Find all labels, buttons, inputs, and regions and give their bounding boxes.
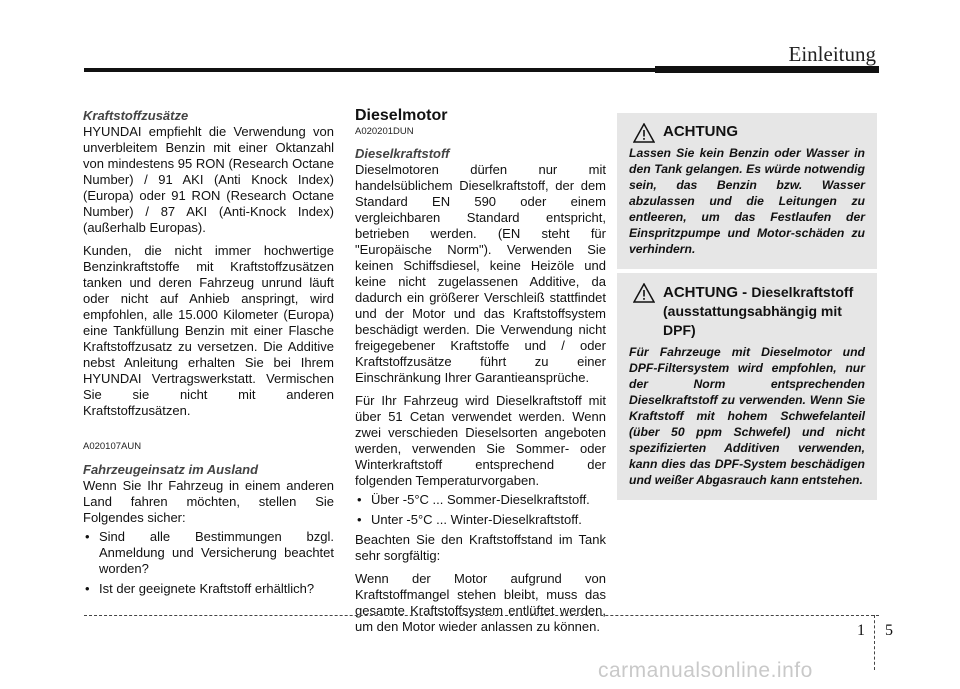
bullet-icon: • [357,492,362,507]
footer-divider [874,615,875,670]
chapter-number: 1 [857,622,865,639]
warning-text: Lassen Sie kein Benzin oder Wasser in den Tank gelangen. Es würde notwendig sein, das Benzin bzw. Wasser abzulassen und die Leitungen zu entleeren, um das Festlaufen der Einspritzpumpe und Motor-schäden zu verhindern. [629,146,865,256]
paragraph: Dieselmotoren dürfen nur mit handelsüblichem Dieselkraftstoff, der dem Standard EN 590 oder einem vergleichbaren Standard entspricht, betrieben werden. (EN steht für "Europäische Norm"). Verwenden Sie keinen Schiffsdiesel, keine Heizöle und keine nicht zugelassenen Additive, da dadurch ein größerer Verschleiß stattfindet und der Motor und das Kraftstoffsystem beschädigt werden. Die Verwendung nicht freigegebener Kraftstoffe und / oder Kraftstoffzusätze führt zu einer Einschränkung Ihrer Garantieansprüche. [355,162,606,385]
bullet-icon: • [357,512,362,527]
warning-box-fuel [617,113,877,269]
warning-triangle-icon [633,123,655,148]
warning-text: Für Fahrzeuge mit Dieselmotor und DPF-Filtersystem wird empfohlen, nur der Norm entsprechenden Dieselkraftstoff zu verwenden. Wenn Sie Kraftstoff mit hohem Schwefelanteil (über 50 ppm Schwefel) und nicht spezifizierten Additiven verwenden, kann dies das DPF-System beschädigen und weißer Abgasrauch kann entstehen. [629,345,865,487]
paragraph: Kunden, die nicht immer hochwertige Benzinkraftstoffe mit Kraftstoffzusätzen tanken und deren Fahrzeug unrund läuft oder nicht auf Anhieb anspringt, wird empfohlen, alle 15.000 Kilometer (Europa) eine Tankfüllung Benzin mit einer Flasche Kraftstoffzusatz zu versetzen. Die Additive nebst Anleitung erhalten Sie bei Ihrem HYUNDAI Vertragswerkstatt. Vermischen Sie sie nicht mit anderen Kraftstoffzusätzen. [83,243,334,418]
header-rule-accent [655,66,879,73]
footer-rule [84,615,879,616]
page-number: 5 [885,622,893,639]
page-header-title: Einleitung [788,42,876,66]
subheading-driving-abroad: Fahrzeugeinsatz im Ausland [83,462,259,477]
warning-header [629,123,865,141]
bullet-icon: • [85,581,90,596]
subheading-fuel-additives: Kraftstoffzusätze [83,108,189,123]
subheading-diesel-fuel: Dieselkraftstoff [355,146,450,161]
warning-label: ACHTUNG [663,123,738,140]
section-code: A020107AUN [83,441,142,452]
list-item: • Sind alle Bestimmungen bzgl. Anmeldung und Versicherung beachtet worden? [85,529,334,576]
paragraph: Wenn der Motor aufgrund von Kraftstoffmangel stehen bleibt, muss das gesamte Kraftstoffsystem entlüftet werden, um den Motor wieder anlassen zu können. [355,571,606,634]
list-item: • Unter -5°C ... Winter-Dieselkraftstoff. [357,512,582,527]
watermark: carmanualsonline.info [598,659,813,682]
column-middle [355,108,606,635]
paragraph: Für Ihr Fahrzeug wird Dieselkraftstoff mit über 51 Cetan verwendet werden. Wenn zwei verschieden Dieselsorten angeboten werden, verwenden Sie Sommer- oder Winterkraftstoff entsprechend der folgenden Temperaturvorgaben. [355,393,606,488]
paragraph: Wenn Sie Ihr Fahrzeug in einem anderen Land fahren möchten, stellen Sie Folgendes sicher: [83,478,334,525]
paragraph: Beachten Sie den Kraftstoffstand im Tank sehr sorgfältig: [355,532,606,563]
warning-label: ACHTUNG - Dieselkraftstoff (ausstattungsabhängig mit DPF) [663,284,854,338]
bullet-list [355,492,606,528]
warning-triangle-icon [633,283,655,308]
warning-header [629,283,865,340]
section-title-diesel-engine: Dieselmotor [355,107,448,124]
warning-box-diesel-dpf [617,273,877,500]
section-code: A020201DUN [355,126,414,137]
bullet-list [83,529,334,597]
paragraph: HYUNDAI empfiehlt die Verwendung von unverbleitem Benzin mit einer Oktanzahl von mindestens 95 RON (Research Octane Number) / 91 AKI (Anti Knock Index) (Europa) oder 91 RON (Research Octane Number) / 87 AKI (Anti-Knock Index) (außerhalb Europas). [83,124,334,235]
list-item: • Über -5°C ... Sommer-Dieselkraftstoff. [357,492,590,507]
list-item: • Ist der geeignete Kraftstoff erhältlich? [85,581,315,596]
bullet-icon: • [85,529,90,544]
column-left [83,108,334,601]
